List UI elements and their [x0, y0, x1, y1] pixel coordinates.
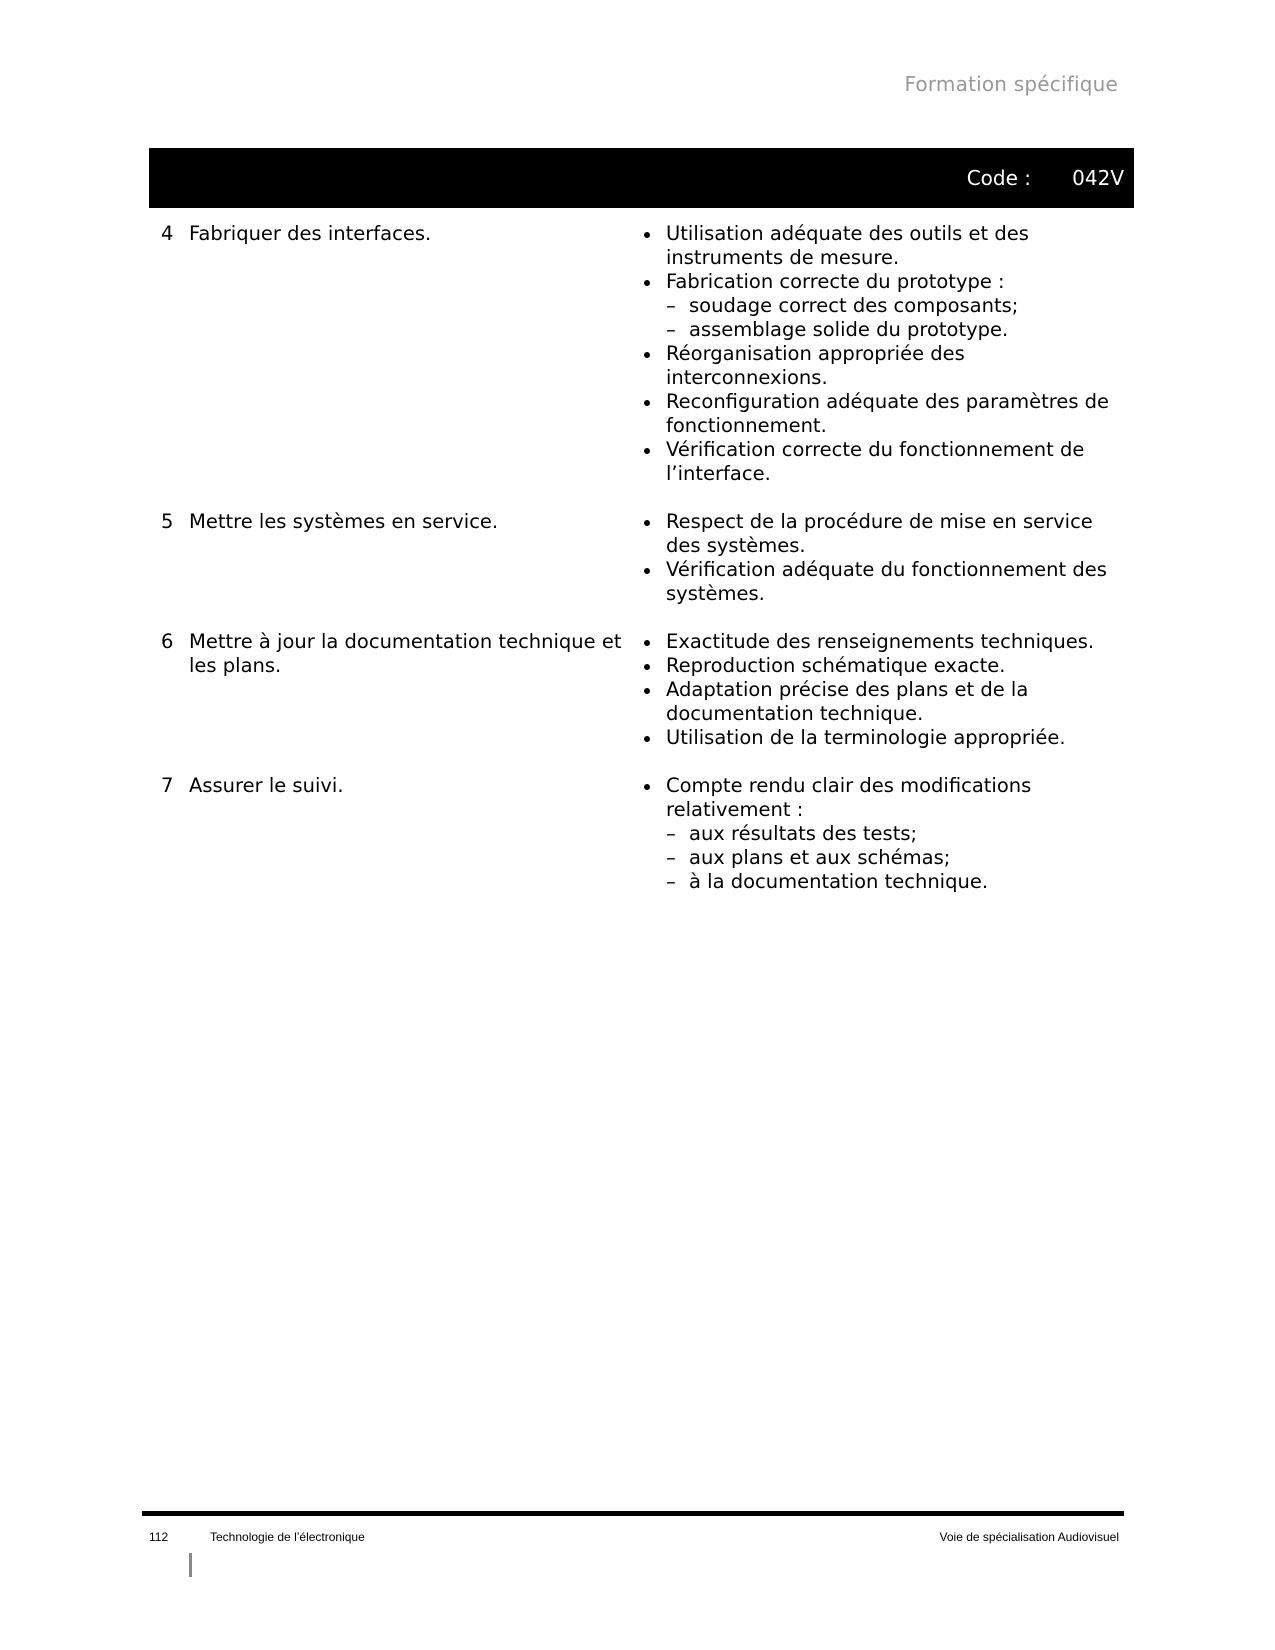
criteria-sub-list [666, 294, 1117, 342]
footer-margin-mark [189, 1553, 192, 1577]
footer-specialization: Voie de spécialisation Audiovisuel [939, 1530, 1119, 1544]
objective-number: 5 [161, 510, 174, 533]
page-header-title: Formation spécifique [904, 72, 1118, 96]
criteria-text: Reconfiguration adéquate des paramètres de fonctionnement. [666, 390, 1110, 437]
criteria-text: Utilisation de la terminologie appropriée. [666, 726, 1066, 749]
criteria-item [637, 774, 1117, 894]
footer-document-title: Technologie de l’électronique [210, 1530, 365, 1544]
criteria-cell [637, 510, 1117, 606]
criteria-list [637, 222, 1117, 486]
objective-text: Mettre les systèmes en service. [189, 510, 499, 533]
objective-cell [149, 510, 629, 606]
criteria-sub-item: – à la documentation technique. [666, 870, 1117, 894]
criteria-cell [637, 222, 1117, 486]
footer-page-number: 112 [149, 1530, 169, 1544]
criteria-cell [637, 630, 1117, 750]
objective-cell [149, 630, 629, 750]
code-label: Code : [966, 166, 1031, 190]
table-row [149, 222, 1134, 486]
objective-number: 4 [161, 222, 174, 245]
criteria-item [637, 510, 1117, 558]
criteria-sub-item: – aux résultats des tests; [666, 822, 1117, 846]
criteria-text: Exactitude des renseignements techniques. [666, 630, 1095, 653]
criteria-text: Réorganisation appropriée des interconnexions. [666, 342, 965, 389]
code-bar [149, 148, 1134, 208]
criteria-text: Fabrication correcte du prototype : [666, 270, 1005, 293]
criteria-list [637, 774, 1117, 894]
criteria-item [637, 390, 1117, 438]
criteria-text: Vérification adéquate du fonctionnement des systèmes. [666, 558, 1107, 605]
criteria-sub-item: – soudage correct des composants; [666, 294, 1117, 318]
criteria-text: Respect de la procédure de mise en service des systèmes. [666, 510, 1093, 557]
objective-text: Assurer le suivi. [189, 774, 344, 797]
criteria-item [637, 654, 1117, 678]
criteria-item [637, 270, 1117, 342]
criteria-list [637, 630, 1117, 750]
objective-number: 7 [161, 774, 174, 797]
objective-text: Fabriquer des interfaces. [189, 222, 432, 245]
criteria-item [637, 678, 1117, 726]
footer-rule [142, 1511, 1124, 1516]
criteria-item [637, 222, 1117, 270]
table-row [149, 510, 1134, 606]
competency-table [149, 222, 1134, 894]
criteria-item [637, 342, 1117, 390]
criteria-text: Compte rendu clair des modifications relativement : [666, 774, 1032, 821]
objective-number: 6 [161, 630, 174, 653]
criteria-sub-item: – assemblage solide du prototype. [666, 318, 1117, 342]
criteria-text: Reproduction schématique exacte. [666, 654, 1006, 677]
objective-text: Mettre à jour la documentation technique et les plans. [189, 630, 622, 677]
code-value: 042V [1072, 166, 1124, 190]
criteria-text: Adaptation précise des plans et de la documentation technique. [666, 678, 1029, 725]
criteria-text: Vérification correcte du fonctionnement de l’interface. [666, 438, 1085, 485]
objective-cell [149, 774, 629, 894]
criteria-sub-item: – aux plans et aux schémas; [666, 846, 1117, 870]
criteria-item [637, 726, 1117, 750]
criteria-sub-list [666, 822, 1117, 894]
criteria-cell [637, 774, 1117, 894]
criteria-item [637, 630, 1117, 654]
criteria-text: Utilisation adéquate des outils et des instruments de mesure. [666, 222, 1029, 269]
criteria-item [637, 558, 1117, 606]
criteria-list [637, 510, 1117, 606]
criteria-item [637, 438, 1117, 486]
table-row [149, 630, 1134, 750]
table-row [149, 774, 1134, 894]
objective-cell [149, 222, 629, 486]
